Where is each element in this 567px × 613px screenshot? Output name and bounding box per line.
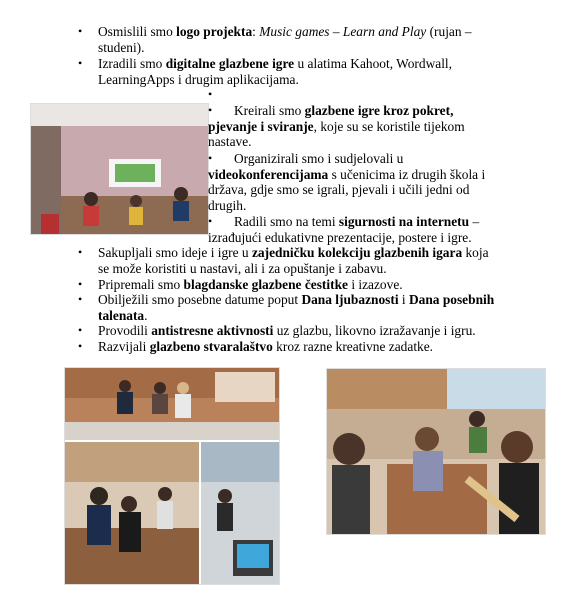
bullet-icon: •	[78, 339, 83, 353]
bullet-icon: •	[208, 87, 213, 101]
classroom-collage-photo	[64, 367, 280, 585]
bullet-icon: •	[78, 292, 83, 306]
list-item-text: Sakupljali smo ideje i igre u zajedničku kolekciju glazbenih igara koja se može koristiti u nastavi, ali i za opuštanje i zabavu.	[98, 245, 489, 276]
photo-icon	[31, 104, 208, 234]
list-item-text: Kreirali smo glazbene igre kroz pokret, pjevanje i sviranje, koje su se koristile tijekom nastave.	[208, 103, 465, 150]
photo-icon	[65, 368, 279, 584]
photo-icon	[327, 369, 545, 534]
list-item-text: Pripremali smo blagdanske glazbene čestitke i izazove.	[98, 277, 403, 292]
list-item-text: Obilježili smo posebne datume poput Dana ljubaznosti i Dana posebnih talenata.	[98, 292, 495, 323]
classroom-photo	[30, 103, 209, 235]
bullet-icon: •	[78, 56, 83, 70]
bullet-icon: •	[78, 245, 83, 259]
bullet-icon: •	[208, 103, 213, 117]
list-item-text: Osmislili smo logo projekta: Music games – Learn and Play (rujan – studeni).	[98, 24, 472, 55]
list-item-text: Izradili smo digitalne glazbene igre u alatima Kahoot, Wordwall, LearningApps i drugim aplikacijama.	[98, 56, 452, 87]
list-item-text: Provodili antistresne aktivnosti uz glazbu, likovno izražavanje i igru.	[98, 323, 476, 338]
bullet-icon: •	[78, 24, 83, 38]
bullet-icon: •	[208, 214, 213, 228]
bullet-icon: •	[78, 277, 83, 291]
list-item-text: Radili smo na temi sigurnosti na internetu – izrađujući edukativne prezentacije, postere i igre.	[208, 214, 480, 245]
bullet-icon: •	[78, 323, 83, 337]
list-item-text: Organizirali smo i sudjelovali u videokonferencijama s učenicima iz drugih škola i država, gdje smo se igrali, pjevali i učili jedni od drugih.	[208, 151, 486, 213]
list-item-text: Razvijali glazbeno stvaralaštvo kroz razne kreativne zadatke.	[98, 339, 434, 354]
bullet-icon: •	[208, 151, 213, 165]
students-photo	[326, 368, 546, 535]
